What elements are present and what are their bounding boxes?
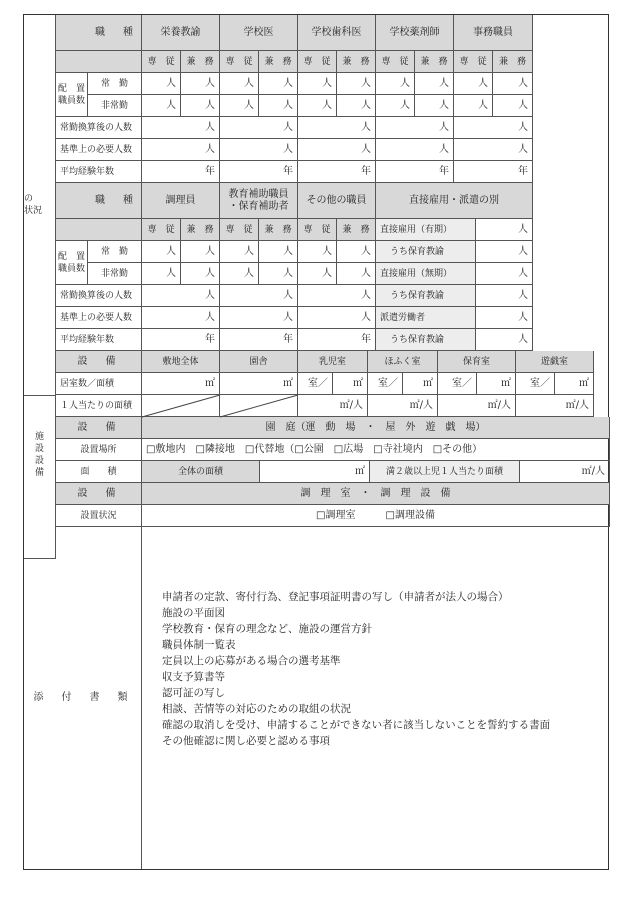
employment-type-header: 直接雇用・派遣の別 xyxy=(376,183,533,219)
row-label-fte: 常勤換算後の人数 xyxy=(56,285,142,307)
installation-label: 設置状況 xyxy=(56,505,142,527)
summary-input[interactable]: 人 xyxy=(220,307,298,329)
job-column-header: 事務職員 xyxy=(454,15,533,51)
summary-input[interactable]: 人 xyxy=(142,285,220,307)
summary-input[interactable]: 年 xyxy=(376,161,454,183)
attached-document-item: 認可証の写し xyxy=(162,687,225,699)
sub-header-fulltime: 専 従 xyxy=(142,51,181,73)
rooms-area-label: 居室数／面積 xyxy=(56,373,142,395)
summary-input[interactable]: 年 xyxy=(220,329,298,351)
employment-row-label: うち保育教諭 xyxy=(376,241,476,263)
summary-input[interactable]: 年 xyxy=(454,161,533,183)
staff-count-input[interactable]: 人 xyxy=(181,241,220,263)
staff-count-input[interactable]: 人 xyxy=(454,73,493,95)
attached-document-item: 相談、苦情等の対応のための取組の状況 xyxy=(162,703,351,715)
equipment-label: 設 備 xyxy=(56,483,142,505)
sub-header-concurrent: 兼 務 xyxy=(493,51,533,73)
sub-header-concurrent: 兼 務 xyxy=(259,219,298,241)
room-count-input[interactable]: 室／ xyxy=(438,373,477,395)
row-label-years: 平均経験年数 xyxy=(56,329,142,351)
category-label: 職 種 xyxy=(56,183,142,219)
room-area-input[interactable]: ㎡ xyxy=(333,373,368,395)
staff-count-input[interactable]: 人 xyxy=(415,73,454,95)
job-column-header: 学校医 xyxy=(220,15,298,51)
employment-count-input[interactable]: 人 xyxy=(476,307,533,329)
staff-count-input[interactable]: 人 xyxy=(220,241,259,263)
kitchen-title: 調 理 室 ・ 調 理 設 備 xyxy=(142,483,610,505)
job-column-header: その他の職員 xyxy=(298,183,376,219)
side-label-staffing: の 状況 xyxy=(24,15,56,396)
job-column-header: 学校薬剤師 xyxy=(376,15,454,51)
diagonal-strike xyxy=(220,395,298,417)
staff-count-input[interactable]: 人 xyxy=(259,241,298,263)
staffing-count-label: 配 置 職員数 xyxy=(56,241,88,285)
staff-count-input[interactable]: 人 xyxy=(259,263,298,285)
staff-count-input[interactable]: 人 xyxy=(337,73,376,95)
employment-row-label: 直接雇用（有期） xyxy=(376,219,476,241)
staff-count-input[interactable]: 人 xyxy=(259,73,298,95)
attached-document-item: その他確認に関し必要と認める事項 xyxy=(162,735,330,747)
staff-count-input[interactable]: 人 xyxy=(337,95,376,117)
sub-header-concurrent: 兼 務 xyxy=(181,51,220,73)
sub-header-fulltime: 専 従 xyxy=(220,51,259,73)
employment-count-input[interactable]: 人 xyxy=(476,241,533,263)
staff-count-input[interactable]: 人 xyxy=(415,95,454,117)
job-column-header: 栄養教諭 xyxy=(142,15,220,51)
summary-input[interactable]: 人 xyxy=(454,139,533,161)
equipment-column-header: 乳児室 xyxy=(298,351,368,373)
per-child-area-input[interactable]: ㎡/人 xyxy=(298,395,368,417)
per-child-area-label: １人当たりの面積 xyxy=(56,395,142,417)
attached-document-item: 確認の取消しを受け、申請することができない者に該当しないことを誓約する書面 xyxy=(162,719,551,731)
summary-input[interactable]: 人 xyxy=(220,285,298,307)
per-child-area-input[interactable]: ㎡/人 xyxy=(368,395,438,417)
attached-document-item: 施設の平面図 xyxy=(162,607,225,619)
garden-title: 園 庭（運 動 場 ・ 屋 外 遊 戯 場） xyxy=(142,417,610,439)
employment-row-label: うち保育教諭 xyxy=(376,285,476,307)
room-count-input[interactable]: 室／ xyxy=(368,373,403,395)
staff-count-input[interactable]: 人 xyxy=(142,95,181,117)
employment-count-input[interactable]: 人 xyxy=(476,263,533,285)
nonregular-label: 非常勤 xyxy=(88,95,142,117)
per-child-area-2plus-input[interactable]: ㎡/人 xyxy=(520,461,610,483)
per-child-area-input[interactable]: ㎡/人 xyxy=(438,395,516,417)
equipment-label: 設 備 xyxy=(56,351,142,373)
staff-count-input[interactable]: 人 xyxy=(181,263,220,285)
equipment-column-header: ほふく室 xyxy=(368,351,438,373)
staff-count-input[interactable]: 人 xyxy=(181,73,220,95)
staff-count-input[interactable]: 人 xyxy=(298,241,337,263)
summary-input[interactable]: 人 xyxy=(142,139,220,161)
application-form-sheet xyxy=(23,14,609,870)
location-checkbox-group[interactable]: □敷地内 □隣接地 □代替地（□公園 □広場 □寺社境内 □その他） xyxy=(142,439,610,461)
summary-input[interactable]: 人 xyxy=(220,117,298,139)
employment-count-input[interactable]: 人 xyxy=(476,219,533,241)
room-count-input[interactable]: 室／ xyxy=(298,373,333,395)
summary-input[interactable]: 年 xyxy=(298,329,376,351)
job-column-header: 学校歯科医 xyxy=(298,15,376,51)
side-label-facilities: 施 設 設 備 xyxy=(24,351,56,559)
staff-count-input[interactable]: 人 xyxy=(220,73,259,95)
sub-header-fulltime: 専 従 xyxy=(142,219,181,241)
sub-header-fulltime: 専 従 xyxy=(220,219,259,241)
room-count-input[interactable]: 室／ xyxy=(516,373,555,395)
sub-header-concurrent: 兼 務 xyxy=(415,51,454,73)
staff-count-input[interactable]: 人 xyxy=(493,73,533,95)
employment-row-label: 直接雇用（無期） xyxy=(376,263,476,285)
equipment-column-header: 遊戯室 xyxy=(516,351,594,373)
per-child-area-2plus-label: 満２歳以上児１人当たり面積 xyxy=(370,461,520,483)
sub-header-fulltime: 専 従 xyxy=(298,219,337,241)
equipment-column-header: 敷地全体 xyxy=(142,351,220,373)
employment-row-label: 派遣労働者 xyxy=(376,307,476,329)
staff-count-input[interactable]: 人 xyxy=(493,95,533,117)
staff-count-input[interactable]: 人 xyxy=(142,263,181,285)
area-input[interactable]: ㎡ xyxy=(220,373,298,395)
job-column-header: 調理員 xyxy=(142,183,220,219)
summary-input[interactable]: 人 xyxy=(376,117,454,139)
nonregular-label: 非常勤 xyxy=(88,263,142,285)
staff-count-input[interactable]: 人 xyxy=(454,95,493,117)
attached-document-item: 申請者の定款、寄付行為、登記事項証明書の写し（申請者が法人の場合） xyxy=(162,591,509,603)
summary-input[interactable]: 人 xyxy=(142,117,220,139)
sub-header-fulltime: 専 従 xyxy=(454,51,493,73)
staff-count-input[interactable]: 人 xyxy=(337,241,376,263)
row-label-fte: 常勤換算後の人数 xyxy=(56,117,142,139)
staff-count-input[interactable]: 人 xyxy=(376,73,415,95)
sub-header-concurrent: 兼 務 xyxy=(259,51,298,73)
summary-input[interactable]: 年 xyxy=(220,161,298,183)
equipment-column-header: 園舎 xyxy=(220,351,298,373)
summary-input[interactable]: 人 xyxy=(298,117,376,139)
sub-header-fulltime: 専 従 xyxy=(376,51,415,73)
location-label: 設置場所 xyxy=(56,439,142,461)
attached-document-item: 学校教育・保育の理念など、施設の運営方針 xyxy=(162,623,372,635)
staff-count-input[interactable]: 人 xyxy=(376,95,415,117)
summary-input[interactable]: 人 xyxy=(142,307,220,329)
staffing-count-label: 配 置 職員数 xyxy=(56,73,88,117)
attached-document-item: 定員以上の応募がある場合の選考基準 xyxy=(162,655,341,667)
equipment-column-header: 保育室 xyxy=(438,351,516,373)
per-child-area-input[interactable]: ㎡/人 xyxy=(516,395,594,417)
summary-input[interactable]: 人 xyxy=(298,139,376,161)
attached-document-item: 収支予算書等 xyxy=(162,671,225,683)
employment-count-input[interactable]: 人 xyxy=(476,329,533,351)
summary-input[interactable]: 人 xyxy=(454,117,533,139)
attached-documents-list xyxy=(142,527,608,869)
staff-count-input[interactable]: 人 xyxy=(259,95,298,117)
room-area-input[interactable]: ㎡ xyxy=(477,373,516,395)
row-label-required: 基準上の必要人数 xyxy=(56,307,142,329)
staff-count-input[interactable]: 人 xyxy=(142,241,181,263)
summary-input[interactable]: 年 xyxy=(142,329,220,351)
room-area-input[interactable]: ㎡ xyxy=(403,373,438,395)
equipment-label: 設 備 xyxy=(56,417,142,439)
kitchen-checkbox-group[interactable]: □調理室 □調理設備 xyxy=(142,505,610,527)
total-area-label: 全体の面積 xyxy=(142,461,260,483)
sub-header-concurrent: 兼 務 xyxy=(181,219,220,241)
employment-row-label: うち保育教諭 xyxy=(376,329,476,351)
category-label: 職 種 xyxy=(56,15,142,51)
staff-count-input[interactable]: 人 xyxy=(220,95,259,117)
staff-count-input[interactable]: 人 xyxy=(181,95,220,117)
regular-label: 常 勤 xyxy=(88,241,142,263)
staff-count-input[interactable]: 人 xyxy=(298,95,337,117)
staff-count-input[interactable]: 人 xyxy=(298,73,337,95)
sub-header-concurrent: 兼 務 xyxy=(337,51,376,73)
attached-document-item: 職員体制一覧表 xyxy=(162,639,236,651)
sub-header-concurrent: 兼 務 xyxy=(337,219,376,241)
employment-count-input[interactable]: 人 xyxy=(476,285,533,307)
summary-input[interactable]: 人 xyxy=(298,307,376,329)
staff-count-input[interactable]: 人 xyxy=(220,263,259,285)
summary-input[interactable]: 年 xyxy=(142,161,220,183)
summary-input[interactable]: 人 xyxy=(220,139,298,161)
row-label-required: 基準上の必要人数 xyxy=(56,139,142,161)
summary-input[interactable]: 年 xyxy=(298,161,376,183)
staff-count-input[interactable]: 人 xyxy=(298,263,337,285)
sub-header-fulltime: 専 従 xyxy=(298,51,337,73)
summary-input[interactable]: 人 xyxy=(376,139,454,161)
row-label-years: 平均経験年数 xyxy=(56,161,142,183)
summary-input[interactable]: 人 xyxy=(298,285,376,307)
regular-label: 常 勤 xyxy=(88,73,142,95)
room-area-input[interactable]: ㎡ xyxy=(555,373,594,395)
staff-count-input[interactable]: 人 xyxy=(142,73,181,95)
area-input[interactable]: ㎡ xyxy=(142,373,220,395)
area-label: 面 積 xyxy=(56,461,142,483)
total-area-input[interactable]: ㎡ xyxy=(260,461,370,483)
job-column-header: 教育補助職員 ・保育補助者 xyxy=(220,183,298,219)
staff-count-input[interactable]: 人 xyxy=(337,263,376,285)
attached-documents-label: 添 付 書 類 xyxy=(24,527,142,869)
diagonal-strike xyxy=(142,395,220,417)
